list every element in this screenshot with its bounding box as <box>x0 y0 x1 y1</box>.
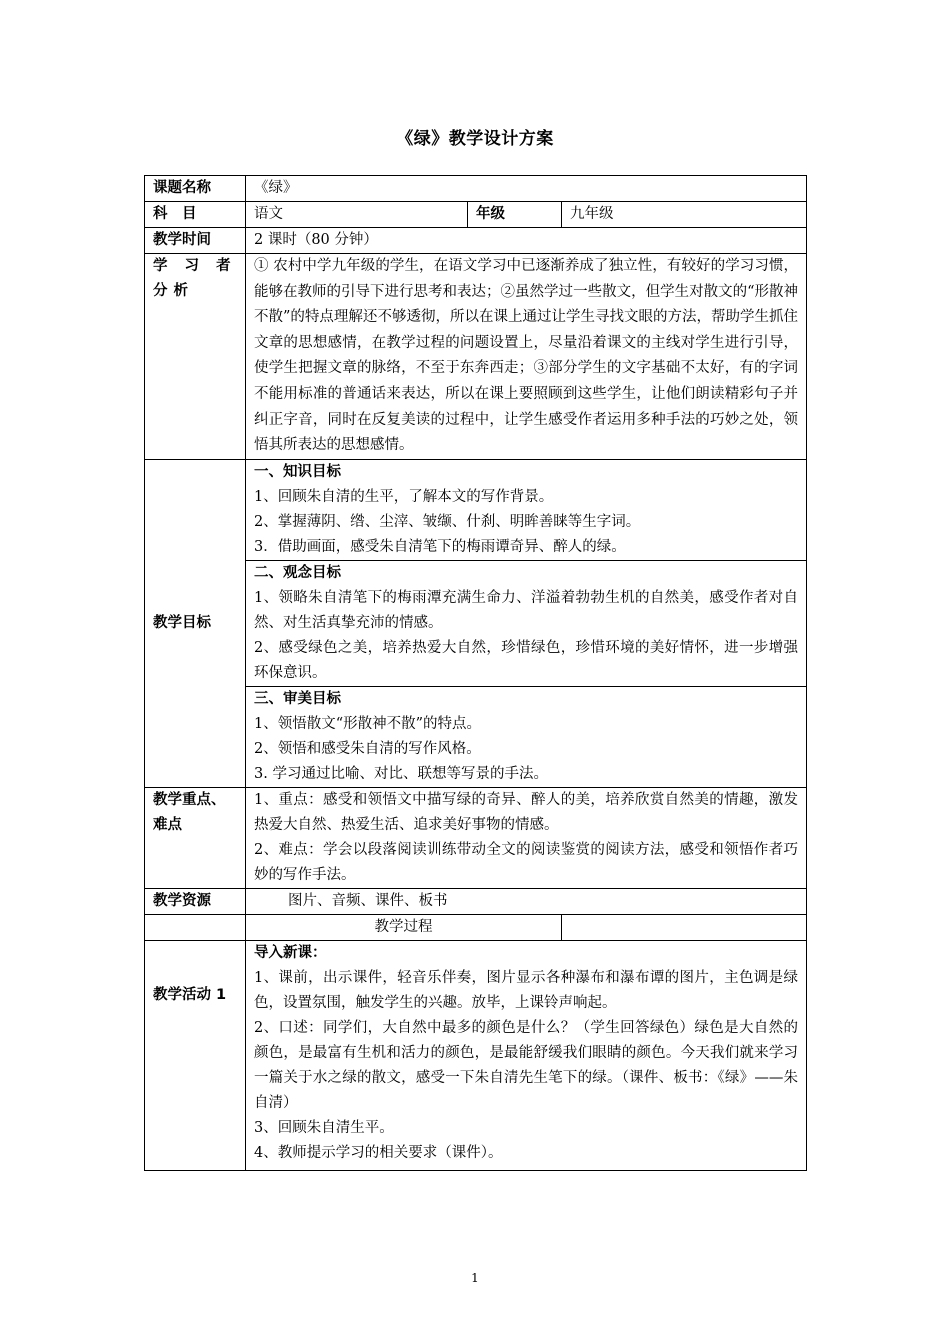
learner-label: 学 习 者 分析 <box>145 254 246 460</box>
key-point-item: 1、重点：感受和领悟文中描写绿的奇异、醉人的美，培养欣赏自然美的情趣，激发热爱大自然、热爱生活、追求美好事物的情感。 <box>254 791 799 833</box>
lesson-plan-table <box>144 175 807 1171</box>
activity1-item: 2、口述：同学们，大自然中最多的颜色是什么？（学生回答绿色）绿色是大自然的颜色，是最富有生机和活力的颜色，是最能舒缓我们眼睛的颜色。今天我们就来学习一篇关于水之绿的散文，感受一下朱自清先生笔下的绿。（课件、板书：《绿》——朱自清） <box>254 1019 799 1111</box>
activity1-title: 导入新课： <box>254 944 327 961</box>
time-value: 2 课时（80 分钟） <box>246 228 807 254</box>
objectives-label: 教学目标 <box>145 459 246 787</box>
knowledge-title: 一、知识目标 <box>254 463 341 480</box>
topic-value: 《绿》 <box>246 176 807 202</box>
page-title: 《绿》教学设计方案 <box>396 129 554 149</box>
process-empty-cell-right <box>562 914 807 940</box>
key-points-label: 教学重点、难点 <box>145 787 246 888</box>
concept-item: 2、感受绿色之美，培养热爱大自然，珍惜绿色，珍惜环境的美好情怀，进一步增强环保意识。 <box>254 639 799 681</box>
grade-value: 九年级 <box>562 202 807 228</box>
grade-label: 年级 <box>468 202 562 228</box>
concept-objectives <box>246 560 807 686</box>
process-empty-cell <box>145 914 246 940</box>
activity1-item: 4、教师提示学习的相关要求（课件）。 <box>254 1144 503 1161</box>
row-subject <box>145 202 807 228</box>
aesthetic-item: 3. 学习通过比喻、对比、联想等写景的手法。 <box>254 765 548 782</box>
knowledge-item: 2、掌握薄阴、绺、尘滓、皱缬、什刹、明眸善睐等生字词。 <box>254 513 641 530</box>
key-points-content <box>246 787 807 888</box>
activity1-item: 1、课前，出示课件，轻音乐伴奏，图片显示各种瀑布和瀑布谭的图片，主色调是绿色，设置氛围，触发学生的兴趣。放毕，上课铃声响起。 <box>254 969 799 1011</box>
knowledge-item: 3．借助画面，感受朱自清笔下的梅雨谭奇异、醉人的绿。 <box>254 538 626 555</box>
row-key-points <box>145 787 807 888</box>
learner-text: ① 农村中学九年级的学生，在语文学习中已逐渐养成了独立性，有较好的学习习惯，能够在教师的引导下进行思考和表达；②虽然学过一些散文，但学生对散文的“形散神不散”的特点理解还不够透彻，所以在课上通过让学生寻找文眼的方法，帮助学生抓住文章的思想感情，在教学过程的问题设置上，尽量沿着课文的主线对学生进行引导，使学生把握文章的脉络，不至于东奔西走；③部分学生的文字基础不太好，有的字词不能用标准的普通话来表达，所以在课上要照顾到这些学生，让他们朗读精彩句子并纠正字音，同时在反复美读的过程中，让学生感受作者运用多种手法的巧妙之处，领悟其所表达的思想感情。 <box>246 254 807 460</box>
row-activity-1 <box>145 940 807 1170</box>
resources-value: 图片、音频、课件、板书 <box>288 892 448 909</box>
knowledge-item: 1、回顾朱自清的生平，了解本文的写作背景。 <box>254 488 554 505</box>
row-process <box>145 914 807 940</box>
row-topic <box>145 176 807 202</box>
aesthetic-objectives <box>246 686 807 787</box>
concept-title: 二、观念目标 <box>254 564 341 581</box>
row-resources <box>145 888 807 914</box>
aesthetic-item: 2、领悟和感受朱自清的写作风格。 <box>254 740 481 757</box>
resources-label: 教学资源 <box>145 888 246 914</box>
activity1-item: 3、回顾朱自清生平。 <box>254 1119 394 1136</box>
subject-label: 科 目 <box>145 202 246 228</box>
aesthetic-item: 1、领悟散文“形散神不散”的特点。 <box>254 715 482 732</box>
concept-item: 1、领略朱自清笔下的梅雨潭充满生命力、洋溢着勃勃生机的自然美，感受作者对自然、对生活真挚充沛的情感。 <box>254 589 799 631</box>
key-point-item: 2、难点：学会以段落阅读训练带动全文的阅读鉴赏的阅读方法，感受和领悟作者巧妙的写作手法。 <box>254 841 799 883</box>
time-label: 教学时间 <box>145 228 246 254</box>
activity1-label: 教学活动 1 <box>145 940 246 1170</box>
aesthetic-title: 三、审美目标 <box>254 690 341 707</box>
activity1-content <box>246 940 807 1170</box>
row-time <box>145 228 807 254</box>
page-number: 1 <box>471 1271 479 1285</box>
process-value: 教学过程 <box>246 914 562 940</box>
resources-value-cell <box>246 888 807 914</box>
row-objectives-knowledge <box>145 459 807 560</box>
topic-label: 课题名称 <box>145 176 246 202</box>
row-learner-analysis <box>145 254 807 460</box>
subject-value: 语文 <box>246 202 468 228</box>
knowledge-objectives <box>246 459 807 560</box>
